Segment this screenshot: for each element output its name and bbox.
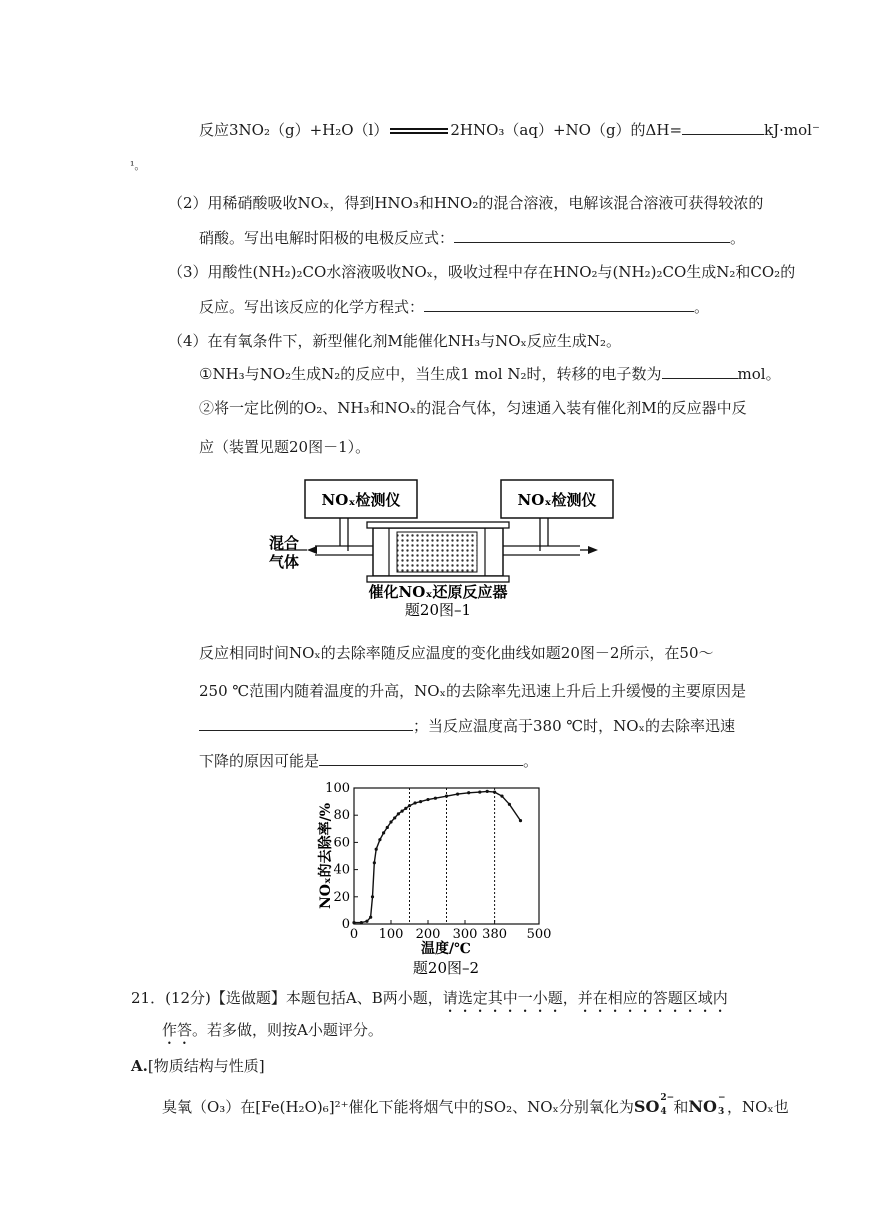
- data-point: [493, 790, 496, 793]
- part4-cont-line4: [199, 751, 538, 771]
- data-point: [445, 795, 448, 798]
- q21-line1-a: 21．(12分)【选做题】本题包括A、B两小题，: [131, 989, 443, 1007]
- q21-line2: [162, 1020, 383, 1048]
- data-point: [434, 797, 437, 800]
- part3-line1: （3）用酸性(NH₂)₂CO水溶液吸收NOₓ，吸收过程中存在HNO₂与(NH₂)₂CO生成N₂和CO₂的: [168, 263, 796, 281]
- data-point: [456, 793, 459, 796]
- inlet-label-1: 混合: [269, 534, 300, 552]
- answer-blank: [454, 228, 730, 243]
- data-point: [426, 798, 429, 801]
- part4-sub1: [199, 364, 781, 384]
- y-tick-label: 60: [333, 835, 350, 851]
- cont-line4-end: 。: [523, 752, 539, 770]
- part4-cont-line3: [199, 716, 735, 736]
- part3-end: 。: [694, 298, 710, 316]
- part4-sub2-line1: ②将一定比例的O₂、NH₃和NOₓ的混合气体，匀速通入装有催化剂M的反应器中反: [199, 399, 747, 417]
- y-axis-label: NOₓ的去除率/%: [318, 802, 334, 910]
- part2-text: 硝酸。写出电解时阳极的电极反应式：: [199, 229, 455, 247]
- reactor-label: 催化NOₓ还原反应器: [368, 583, 508, 601]
- data-point: [467, 791, 470, 794]
- data-point: [389, 820, 392, 823]
- unit-text: kJ·mol⁻: [764, 121, 820, 139]
- and-text: 和: [673, 1098, 689, 1116]
- section-a-line1: [162, 1092, 789, 1117]
- data-point: [360, 921, 363, 924]
- data-point: [365, 920, 368, 923]
- part2-line2: [199, 228, 745, 248]
- equals-sign: [390, 126, 448, 136]
- equation-right: 2HNO₃（aq）+NO（g）的ΔH=: [450, 121, 683, 139]
- part2-line1: （2）用稀硝酸吸收NOₓ，得到HNO₃和HNO₂的混合溶液，电解该混合溶液可获得较浓的: [168, 194, 764, 212]
- y-tick-label: 80: [333, 808, 350, 824]
- data-point: [378, 838, 381, 841]
- nitrate-ion: NO − 3: [688, 1092, 726, 1117]
- part4-sub2-line2: 应（装置见题20图－1）。: [199, 438, 371, 456]
- answer-blank: [424, 297, 694, 312]
- part4-line1: （4）在有氧条件下，新型催化剂M能催化NH₃与NOₓ反应生成N₂。: [168, 332, 622, 350]
- outlet-arrow-icon: [588, 546, 598, 554]
- y-tick-label: 0: [341, 917, 350, 932]
- cont-line3-text: ；当反应温度高于380 ℃时，NOₓ的去除率迅速: [413, 717, 735, 735]
- q21-line2-a: 作答: [162, 1021, 193, 1039]
- x-tick-label: 500: [526, 927, 552, 942]
- fig1-caption: 题20图–1: [404, 601, 472, 618]
- data-point: [500, 795, 503, 798]
- x-tick-label: 100: [378, 927, 404, 942]
- data-point: [371, 895, 374, 898]
- sulfate-symbol: SO: [633, 1097, 660, 1116]
- section-a-heading: [131, 1056, 265, 1076]
- data-point: [373, 861, 376, 864]
- part4-cont-line2: 250 ℃范围内随着温度的升高，NOₓ的去除率先迅速上升后上升缓慢的主要原因是: [199, 682, 746, 700]
- answer-blank: [319, 751, 523, 766]
- series-line: [354, 791, 521, 922]
- data-point: [404, 807, 407, 810]
- equation-left: 3NO₂（g）+H₂O（l）: [229, 121, 389, 139]
- part2-end: 。: [730, 229, 746, 247]
- x-tick-label: 380: [482, 927, 508, 942]
- sub1-end: mol。: [737, 365, 781, 383]
- data-point: [486, 790, 489, 793]
- part3-text: 反应。写出该反应的化学方程式：: [199, 298, 425, 316]
- q21-line2-b: 。若多做，则按A小题评分。: [192, 1021, 383, 1039]
- ozone-text: 臭氧（O₃）在[Fe(H₂O)₆]²⁺催化下能将烟气中的SO₂、NOₓ分别氧化为: [162, 1098, 634, 1116]
- q20-part1-line: [199, 120, 820, 140]
- x-tick-label: 0: [349, 927, 359, 942]
- answer-blank: [199, 716, 413, 731]
- inlet-label-2: 气体: [269, 553, 300, 571]
- data-point: [508, 803, 511, 806]
- unit-wrap: ¹。: [130, 159, 146, 172]
- part3-line2: [199, 297, 709, 317]
- section-a-letter: A.: [131, 1057, 148, 1075]
- answer-blank: [682, 120, 764, 135]
- x-axis-label: 温度/℃: [421, 941, 471, 957]
- data-point: [375, 848, 378, 851]
- y-tick-label: 40: [333, 862, 350, 878]
- nitrate-symbol: NO: [688, 1097, 717, 1116]
- detector-left-label: NOₓ检测仪: [321, 491, 401, 509]
- data-point: [352, 921, 355, 924]
- fig2-caption: 题20图–2: [412, 959, 480, 977]
- catalyst-bed: [397, 532, 477, 572]
- q21-line1: [131, 988, 728, 1016]
- data-point: [397, 812, 400, 815]
- data-point: [419, 800, 422, 803]
- y-tick-label: 20: [333, 889, 350, 905]
- y-tick-label: 100: [325, 781, 350, 796]
- data-point: [369, 916, 372, 919]
- data-point: [519, 819, 522, 822]
- data-point: [382, 831, 385, 834]
- data-point: [408, 804, 411, 807]
- detector-right-label: NOₓ检测仪: [517, 491, 597, 509]
- nox-removal-chart: [310, 780, 560, 980]
- x-tick-label: 200: [415, 927, 441, 942]
- data-point: [401, 810, 404, 813]
- data-point: [386, 826, 389, 829]
- q21-line1-b: 请选定其中一小题，并在相应的答题区域内: [442, 989, 728, 1007]
- sub1-text: ①NH₃与NO₂生成N₂的反应中，当生成1 mol N₂时，转移的电子数为: [199, 365, 662, 383]
- data-point: [393, 816, 396, 819]
- cont-line4-text: 下降的原因可能是: [199, 752, 320, 770]
- reactor-apparatus-figure: [255, 478, 615, 618]
- ozone-tail: ，NOₓ也: [726, 1098, 789, 1116]
- inlet-arrow-icon: [307, 546, 317, 554]
- part1-prefix: 反应: [199, 121, 230, 139]
- data-point: [413, 801, 416, 804]
- x-tick-label: 300: [452, 927, 478, 942]
- data-point: [478, 790, 481, 793]
- section-a-title: [物质结构与性质]: [147, 1057, 265, 1075]
- sulfate-ion: SO 2− 4: [633, 1092, 675, 1117]
- answer-blank: [662, 364, 738, 379]
- part4-cont-line1: 反应相同时间NOₓ的去除率随反应温度的变化曲线如题20图－2所示，在50～: [199, 644, 714, 662]
